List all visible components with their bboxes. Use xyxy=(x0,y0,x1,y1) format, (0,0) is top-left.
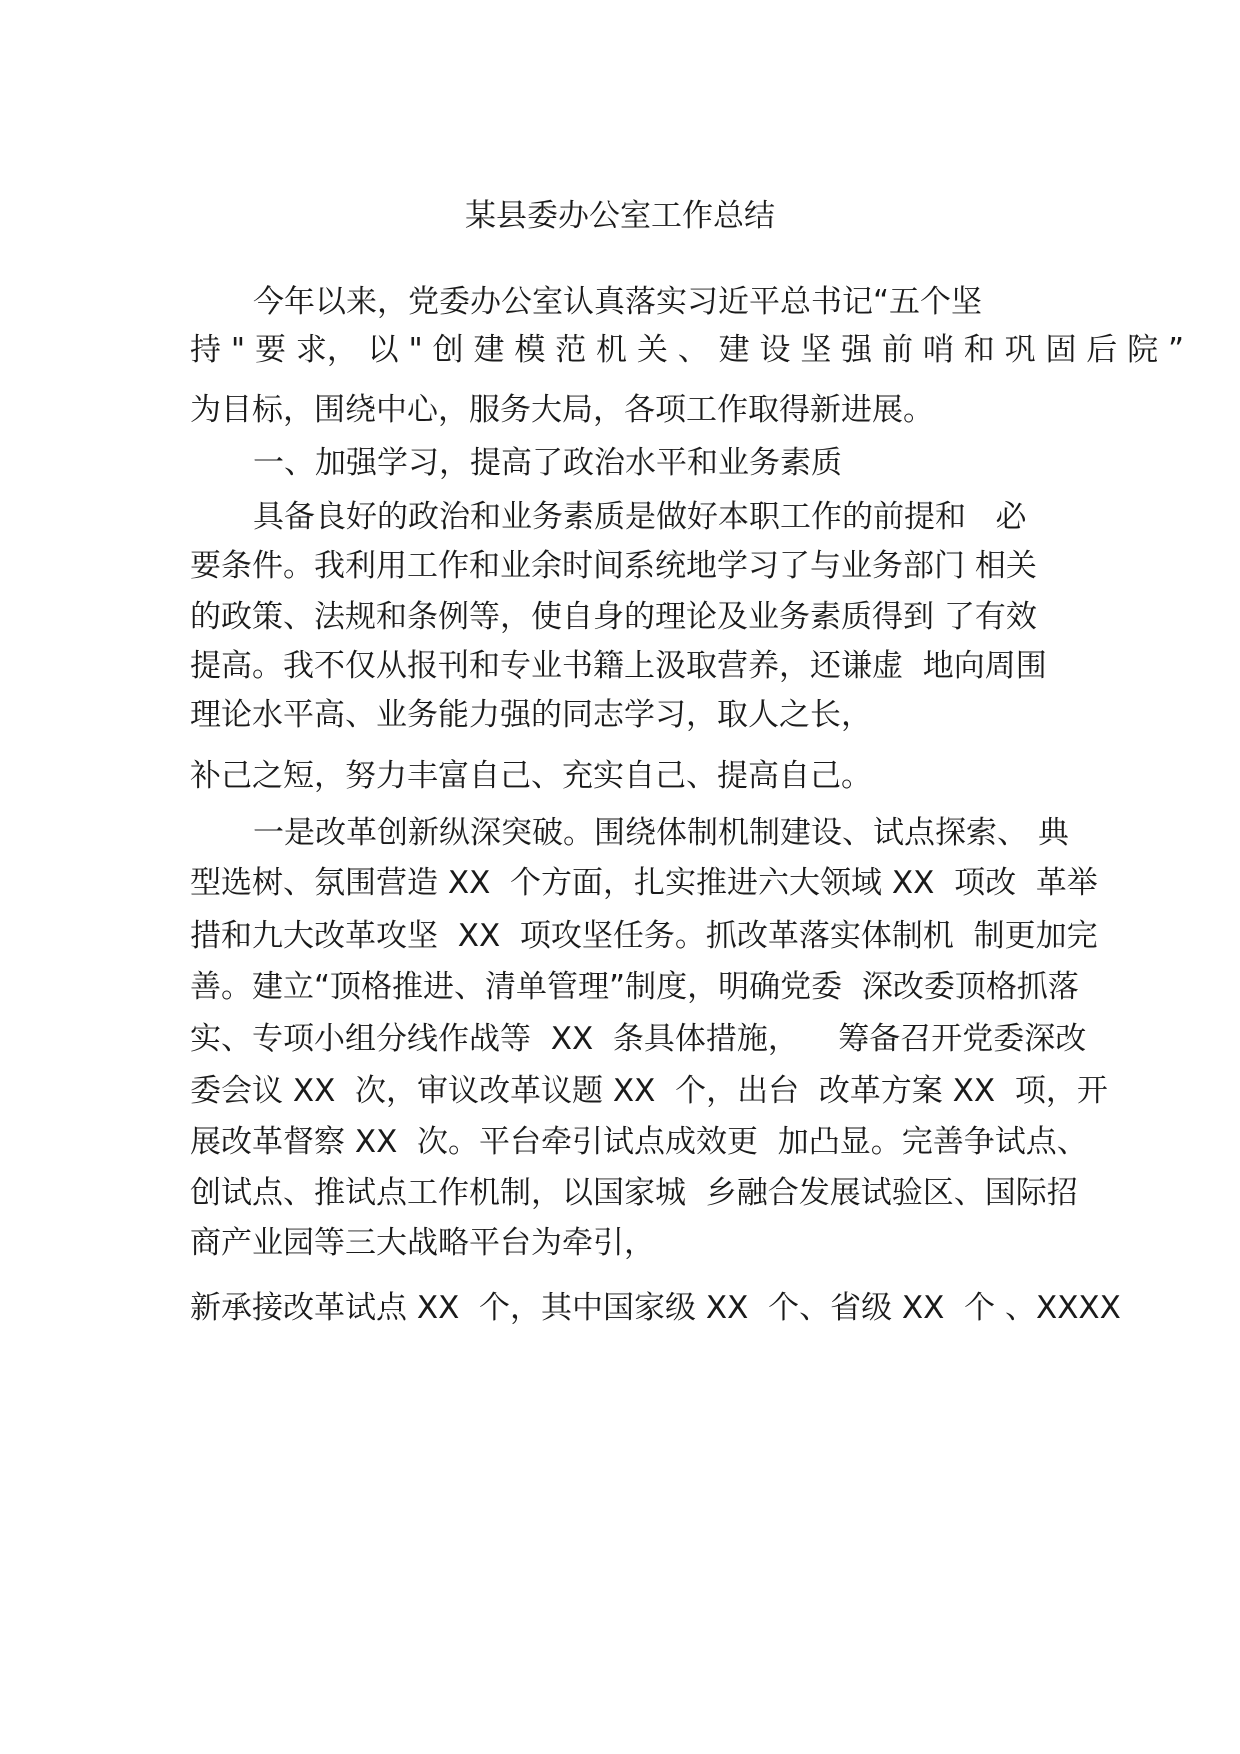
paragraph-line: 一是改革创新纵深突破。围绕体制机制建设、试点探索、 典 xyxy=(253,815,1069,851)
paragraph-line: 商产业园等三大战略平台为牵引， xyxy=(190,1225,655,1261)
paragraph-line: 持 " 要 求， 以 " 创 建 模 范 机 关 、 建 设 坚 强 前 哨 和 巩 固 后 院 ” xyxy=(190,332,1185,368)
paragraph-line: 创试点、推试点工作机制，以国家城 乡融合发展试验区、国际招 xyxy=(190,1175,1078,1211)
paragraph-line: 委会议 XX 次，审议改革议题 XX 个，出台 改革方案 XX 项，开 xyxy=(190,1073,1108,1109)
paragraph-line: 善。建立“顶格推进、清单管理”制度，明确党委 深改委顶格抓落 xyxy=(190,969,1079,1005)
paragraph-line: 补己之短，努力丰富自己、充实自己、提高自己。 xyxy=(190,758,872,794)
paragraph-line: 新承接改革试点 XX 个，其中国家级 XX 个、省级 XX 个 、XXXX xyxy=(190,1290,1121,1326)
paragraph-line: 今年以来，党委办公室认真落实习近平总书记“五个坚 xyxy=(253,284,983,320)
paragraph-line: 为目标，围绕中心，服务大局，各项工作取得新进展。 xyxy=(190,392,934,428)
paragraph-line: 展改革督察 XX 次。平台牵引试点成效更 加凸显。完善争试点、 xyxy=(190,1124,1088,1160)
paragraph-line: 要条件。我利用工作和业余时间系统地学习了与业务部门 相关 xyxy=(190,548,1037,584)
paragraph-line: 提高。我不仅从报刊和专业书籍上汲取营养，还谦虚 地向周围 xyxy=(190,648,1047,684)
paragraph-line: 措和九大改革攻坚 XX 项攻坚任务。抓改革落实体制机 制更加完 xyxy=(190,918,1098,954)
paragraph-line: 型选树、氛围营造 XX 个方面，扎实推进六大领域 XX 项改 革举 xyxy=(190,865,1098,901)
paragraph-line: 的政策、法规和条例等，使自身的理论及业务素质得到 了有效 xyxy=(190,599,1037,635)
document-title: 某县委办公室工作总结 xyxy=(465,198,775,234)
paragraph-line: 实、专项小组分线作战等 XX 条具体措施， 筹备召开党委深改 xyxy=(190,1021,1087,1057)
section-heading: 一、加强学习，提高了政治水平和业务素质 xyxy=(253,445,842,481)
paragraph-line: 具备良好的政治和业务素质是做好本职工作的前提和 必 xyxy=(253,499,1027,535)
paragraph-line: 理论水平高、业务能力强的同志学习，取人之长， xyxy=(190,697,872,733)
